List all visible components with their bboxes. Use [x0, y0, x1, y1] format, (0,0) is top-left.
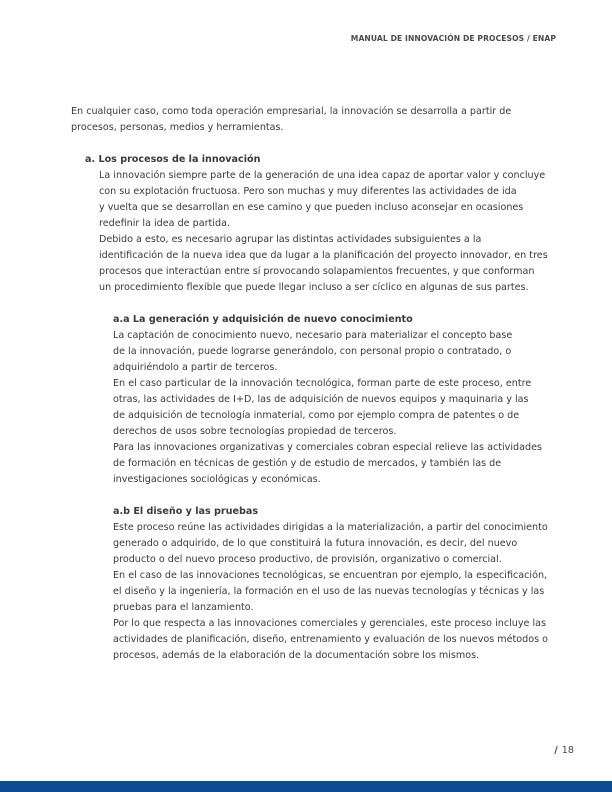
section-aa-line: En el caso particular de la innovación tecnológica, forman parte de este proceso, entre: [113, 378, 532, 389]
section-ab-body: [113, 520, 561, 664]
section-a-heading: a. Los procesos de la innovación: [85, 154, 261, 165]
section-ab-line: generado o adquirido, de lo que constituirá la futura innovación, es decir, del nuevo: [113, 538, 518, 549]
section-a-line: con su explotación fructuosa. Pero son muchas y muy diferentes las actividades de ida: [99, 186, 517, 197]
section-aa-line: Para las innovaciones organizativas y comerciales cobran especial relieve las actividades: [113, 442, 542, 453]
section-ab-line: producto o del nuevo proceso productivo, de provisión, organizativo o comercial.: [113, 554, 502, 565]
section-a-body: [99, 168, 561, 296]
page-slash: /: [554, 745, 558, 756]
section-ab-line: actividades de planificación, diseño, entrenamiento y evaluación de los nuevos métodos o: [113, 634, 549, 645]
section-a-line: identificación de la nueva idea que da lugar a la planificación del proyecto innovador, en tres: [99, 250, 548, 261]
section-a-line: procesos que interactúan entre sí provocando solapamientos frecuentes, y que conforman: [99, 266, 535, 277]
section-a: [85, 152, 561, 296]
section-ab-heading: a.b El diseño y las pruebas: [113, 506, 259, 517]
section-aa-line: La captación de conocimiento nuevo, necesario para materializar el concepto base: [113, 330, 513, 341]
section-aa-line: de la innovación, puede lograrse generándolo, con personal propio o contratado, o: [113, 346, 512, 357]
section-aa-line: derechos de usos sobre tecnologías propiedad de terceros.: [113, 426, 397, 437]
section-ab-line: Por lo que respecta a las innovaciones comerciales y gerenciales, este proceso incluye las: [113, 618, 547, 629]
section-ab-line: pruebas para el lanzamiento.: [113, 602, 254, 613]
section-a-line: La innovación siempre parte de la generación de una idea capaz de aportar valor y concluye: [99, 170, 546, 181]
section-aa-line: investigaciones sociológicas y económicas.: [113, 474, 321, 485]
section-aa: [113, 312, 561, 488]
section-a-line: Debido a esto, es necesario agrupar las distintas actividades subsiguientes a la: [99, 234, 482, 245]
page-number: [554, 745, 574, 756]
intro-line: procesos, personas, medios y herramientas.: [71, 122, 284, 133]
section-ab-line: procesos, además de la elaboración de la documentación sobre los mismos.: [113, 650, 480, 661]
section-aa-line: de formación en técnicas de gestión y de estudio de mercados, y también las de: [113, 458, 502, 469]
intro-paragraph: [71, 104, 561, 136]
page-number-value: 18: [561, 745, 574, 756]
section-a-line: un procedimiento flexible que puede llegar incluso a ser cíclico en algunas de sus partes.: [99, 282, 529, 293]
section-ab: [113, 504, 561, 664]
section-aa-body: [113, 328, 561, 488]
footer-bar: [0, 781, 612, 792]
section-ab-line: el diseño y la ingeniería, la formación en el uso de las nuevas tecnologías y técnicas y las: [113, 586, 545, 597]
section-aa-line: de adquisición de tecnología inmaterial, como por ejemplo compra de patentes o de: [113, 410, 520, 421]
section-aa-heading: a.a La generación y adquisición de nuevo conocimiento: [113, 314, 413, 325]
intro-line: En cualquier caso, como toda operación empresarial, la innovación se desarrolla a partir de: [71, 106, 512, 117]
section-aa-line: adquiriéndolo a partir de terceros.: [113, 362, 278, 373]
running-header: MANUAL DE INNOVACIÓN DE PROCESOS / ENAP: [350, 34, 556, 43]
page-body: [71, 104, 561, 664]
section-a-line: redefinir la idea de partida.: [99, 218, 230, 229]
section-aa-line: otras, las actividades de I+D, las de adquisición de nuevos equipos y maquinaria y las: [113, 394, 529, 405]
section-ab-line: Este proceso reúne las actividades dirigidas a la materialización, a partir del conocimiento: [113, 522, 548, 533]
section-a-line: y vuelta que se desarrollan en ese camino y que pueden incluso aconsejar en ocasiones: [99, 202, 524, 213]
section-ab-line: En el caso de las innovaciones tecnológicas, se encuentran por ejemplo, la especificación,: [113, 570, 548, 581]
